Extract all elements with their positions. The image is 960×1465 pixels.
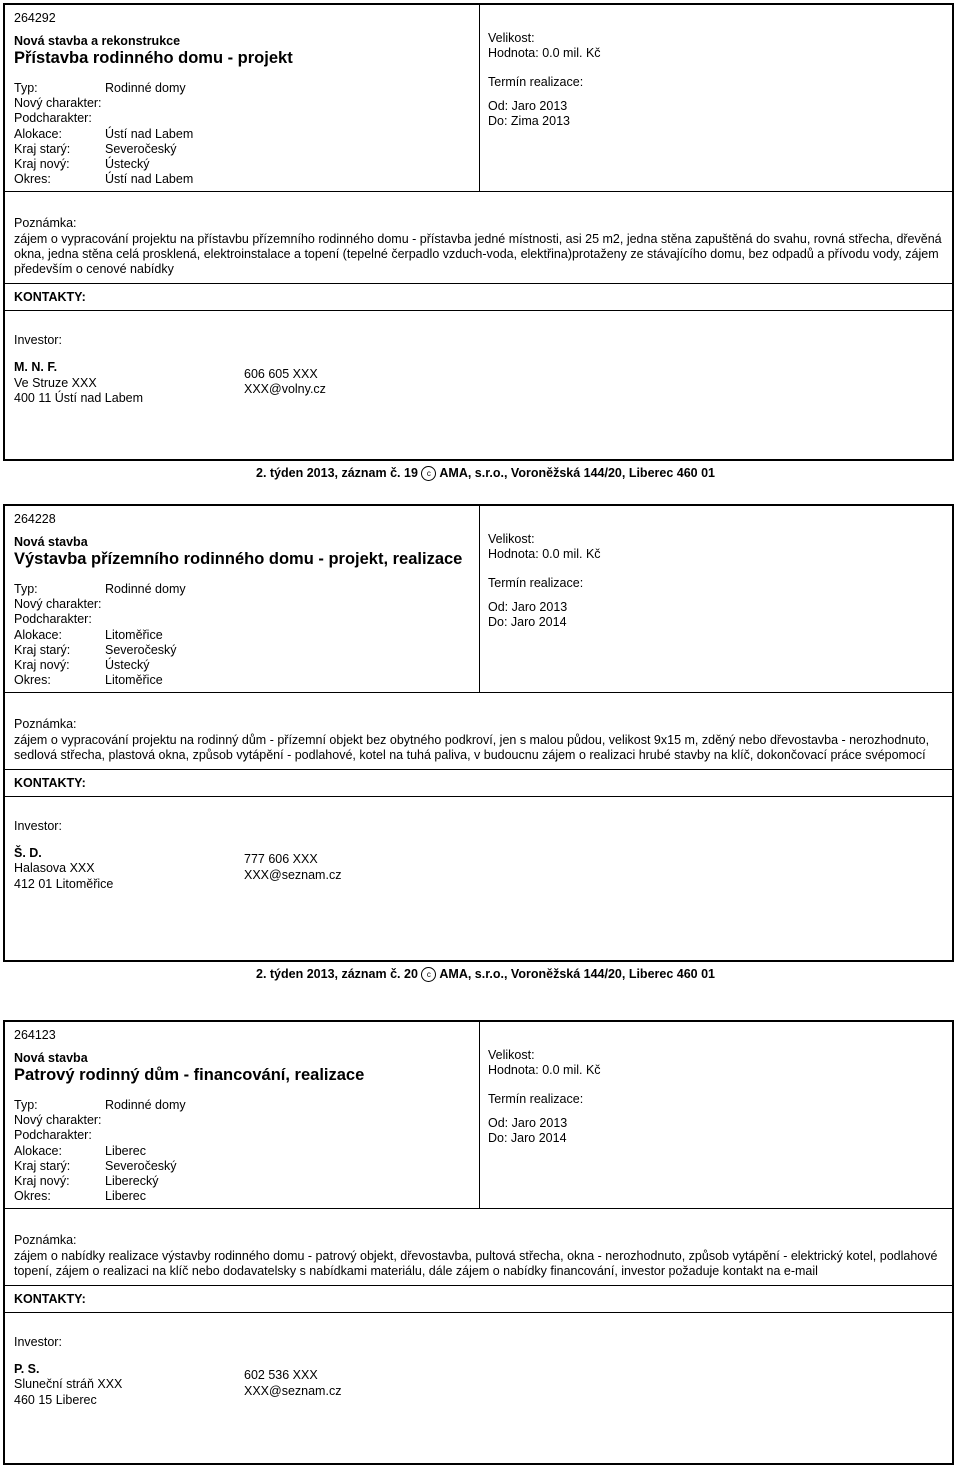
field-label-novy-charakter: Nový charakter: (14, 96, 102, 111)
field-label-okres: Okres: (14, 1189, 51, 1204)
record-fields (14, 81, 470, 187)
record (3, 1020, 954, 1465)
note-text: zájem o nabídky realizace výstavby rodinného domu - patrový objekt, dřevostavba, pultová střecha, okna - nerozhodnuto, způsob vytápění - elektrický kotel, podlahové topení, zájem o realizaci na klíč nebo dodavatelsky s nabídkami materiálu, dále zájem o nabídky financování, investor požaduje kontakt na e-mail (14, 1248, 938, 1278)
field-label-kraj-novy: Kraj nový: (14, 1173, 70, 1188)
termin-do: Do: Jaro 2014 (488, 614, 567, 629)
copyright-icon: c (421, 466, 436, 481)
field-label-kraj-stary: Kraj starý: (14, 141, 71, 156)
field-label-alokace: Alokace: (14, 1143, 62, 1158)
record-type: Nová stavba (14, 1051, 88, 1065)
record-title: Patrový rodinný dům - financování, realizace (14, 1066, 365, 1084)
investor-phone: 606 605 XXX (244, 366, 318, 381)
note-label: Poznámka: (14, 216, 77, 231)
investor-street: Halasova XXX (14, 861, 95, 876)
velikost-label: Velikost: (488, 31, 535, 45)
investor-label: Investor: (14, 333, 62, 348)
record-box (3, 504, 954, 962)
field-value-kraj-stary: Severočeský (105, 1158, 177, 1173)
field-value-alokace: Ústí nad Labem (105, 126, 194, 141)
record-side-info (480, 1022, 952, 1208)
field-label-novy-charakter: Nový charakter: (14, 597, 102, 612)
record-footer (3, 466, 954, 481)
field-label-kraj-novy: Kraj nový: (14, 156, 70, 171)
footer-week-record: 2. týden 2013, záznam č. 19 (256, 466, 418, 480)
field-label-podcharakter: Podcharakter: (14, 1128, 92, 1143)
note-label: Poznámka: (14, 717, 77, 732)
investor-city: 400 11 Ústí nad Labem (14, 390, 144, 405)
record-type: Nová stavba (14, 535, 88, 549)
field-label-kraj-novy: Kraj nový: (14, 657, 70, 672)
record-side-info (480, 5, 952, 191)
field-value-okres: Liberec (105, 1189, 146, 1204)
footer-week-record: 2. týden 2013, záznam č. 20 (256, 967, 418, 981)
field-label-okres: Okres: (14, 673, 51, 688)
investor-city: 460 15 Liberec (14, 1392, 97, 1407)
field-label-typ: Typ: (14, 582, 38, 596)
field-label-alokace: Alokace: (14, 627, 62, 642)
field-value-alokace: Litoměřice (105, 627, 163, 642)
hodnota-value: Hodnota: 0.0 mil. Kč (488, 1063, 601, 1078)
termin-od: Od: Jaro 2013 (488, 98, 568, 113)
record-main-info (5, 506, 480, 692)
termin-do: Do: Jaro 2014 (488, 1130, 567, 1145)
investor-label: Investor: (14, 1334, 62, 1349)
investor-name: M. N. F. (14, 360, 58, 375)
note-section (5, 693, 952, 770)
termin-od: Od: Jaro 2013 (488, 599, 568, 614)
record-fields (14, 1098, 470, 1204)
investor-label: Investor: (14, 818, 62, 833)
field-label-podcharakter: Podcharakter: (14, 612, 92, 627)
record-main-info (5, 5, 480, 191)
termin-label: Termín realizace: (488, 1092, 584, 1107)
record-fields (14, 582, 470, 688)
field-label-podcharakter: Podcharakter: (14, 111, 92, 126)
field-value-typ: Rodinné domy (105, 81, 186, 95)
velikost-label: Velikost: (488, 532, 535, 546)
hodnota-value: Hodnota: 0.0 mil. Kč (488, 46, 601, 61)
investor-email[interactable]: XXX@seznam.cz (244, 867, 342, 882)
hodnota-value: Hodnota: 0.0 mil. Kč (488, 547, 601, 562)
field-value-okres: Litoměřice (105, 673, 163, 688)
field-label-alokace: Alokace: (14, 126, 62, 141)
contacts-section (5, 797, 952, 900)
field-value-kraj-novy: Liberecký (105, 1173, 159, 1188)
contacts-heading: KONTAKTY: (5, 770, 952, 797)
investor-city: 412 01 Litoměřice (14, 876, 114, 891)
field-value-kraj-stary: Severočeský (105, 141, 177, 156)
field-label-novy-charakter: Nový charakter: (14, 1113, 102, 1128)
field-value-okres: Ústí nad Labem (105, 172, 194, 187)
record-main-info (5, 1022, 480, 1208)
field-value-typ: Rodinné domy (105, 1098, 186, 1112)
contacts-section (5, 311, 952, 414)
termin-label: Termín realizace: (488, 75, 584, 90)
investor-phone: 777 606 XXX (244, 852, 318, 867)
field-value-kraj-stary: Severočeský (105, 642, 177, 657)
termin-do: Do: Zima 2013 (488, 113, 570, 128)
record-type: Nová stavba a rekonstrukce (14, 34, 181, 48)
termin-label: Termín realizace: (488, 576, 584, 591)
field-label-kraj-stary: Kraj starý: (14, 1158, 71, 1173)
record-side-info (480, 506, 952, 692)
investor-phone: 602 536 XXX (244, 1368, 318, 1383)
record-title: Přístavba rodinného domu - projekt (14, 49, 293, 67)
investor-name: P. S. (14, 1362, 40, 1377)
record (3, 504, 954, 982)
investor-email[interactable]: XXX@seznam.cz (244, 1383, 342, 1398)
footer-company: AMA, s.r.o., Voroněžská 144/20, Liberec 460 01 (439, 967, 715, 981)
record-title: Výstavba přízemního rodinného domu - projekt, realizace (14, 550, 463, 568)
note-label: Poznámka: (14, 1233, 77, 1248)
investor-email[interactable]: XXX@volny.cz (244, 381, 326, 396)
copyright-icon: c (421, 967, 436, 982)
record (3, 3, 954, 481)
field-value-typ: Rodinné domy (105, 582, 186, 596)
record-footer (3, 967, 954, 982)
record-id: 264292 (14, 11, 56, 25)
investor-street: Sluneční stráň XXX (14, 1377, 123, 1392)
investor-name: Š. D. (14, 846, 42, 861)
field-label-typ: Typ: (14, 1098, 38, 1112)
note-section (5, 1209, 952, 1286)
footer-company: AMA, s.r.o., Voroněžská 144/20, Liberec 460 01 (439, 466, 715, 480)
contacts-heading: KONTAKTY: (5, 1286, 952, 1313)
velikost-label: Velikost: (488, 1048, 535, 1062)
field-value-alokace: Liberec (105, 1143, 146, 1158)
record-box (3, 3, 954, 461)
field-label-okres: Okres: (14, 172, 51, 187)
field-label-kraj-stary: Kraj starý: (14, 642, 71, 657)
record-id: 264123 (14, 1028, 56, 1042)
investor-street: Ve Struze XXX (14, 375, 97, 390)
termin-od: Od: Jaro 2013 (488, 1115, 568, 1130)
note-text: zájem o vypracování projektu na rodinný dům - přízemní objekt bez obytného podkroví, jen s malou půdou, velikost 9x15 m, zděný nebo dřevostavba - nerozhodnuto, sedlová střecha, plastová okna, způsob vytápění - podlahové, kotel na tuhá paliva, v budoucnu zájem o realizaci hrubé stavby na klíč, dokončovací práce svépomocí (14, 732, 930, 762)
contacts-heading: KONTAKTY: (5, 284, 952, 311)
field-value-kraj-novy: Ústecký (105, 657, 150, 672)
record-id: 264228 (14, 512, 56, 526)
field-value-kraj-novy: Ústecký (105, 156, 150, 171)
note-section (5, 192, 952, 284)
note-text: zájem o vypracování projektu na přístavbu přízemního rodinného domu - přístavba jedné místnosti, asi 25 m2, jedna stěna zapuštěná do svahu, rovná střecha, dřevěná okna, jedna stěna celá prosklená, elektroinstalace a topení (tepelné čerpadlo vzduch-voda, elektřina)protaženy ze stávajícího domu, bez odpadů a přívodu vody, zájem především o cenové nabídky (14, 231, 942, 276)
contacts-section (5, 1313, 952, 1416)
record-box (3, 1020, 954, 1465)
field-label-typ: Typ: (14, 81, 38, 95)
